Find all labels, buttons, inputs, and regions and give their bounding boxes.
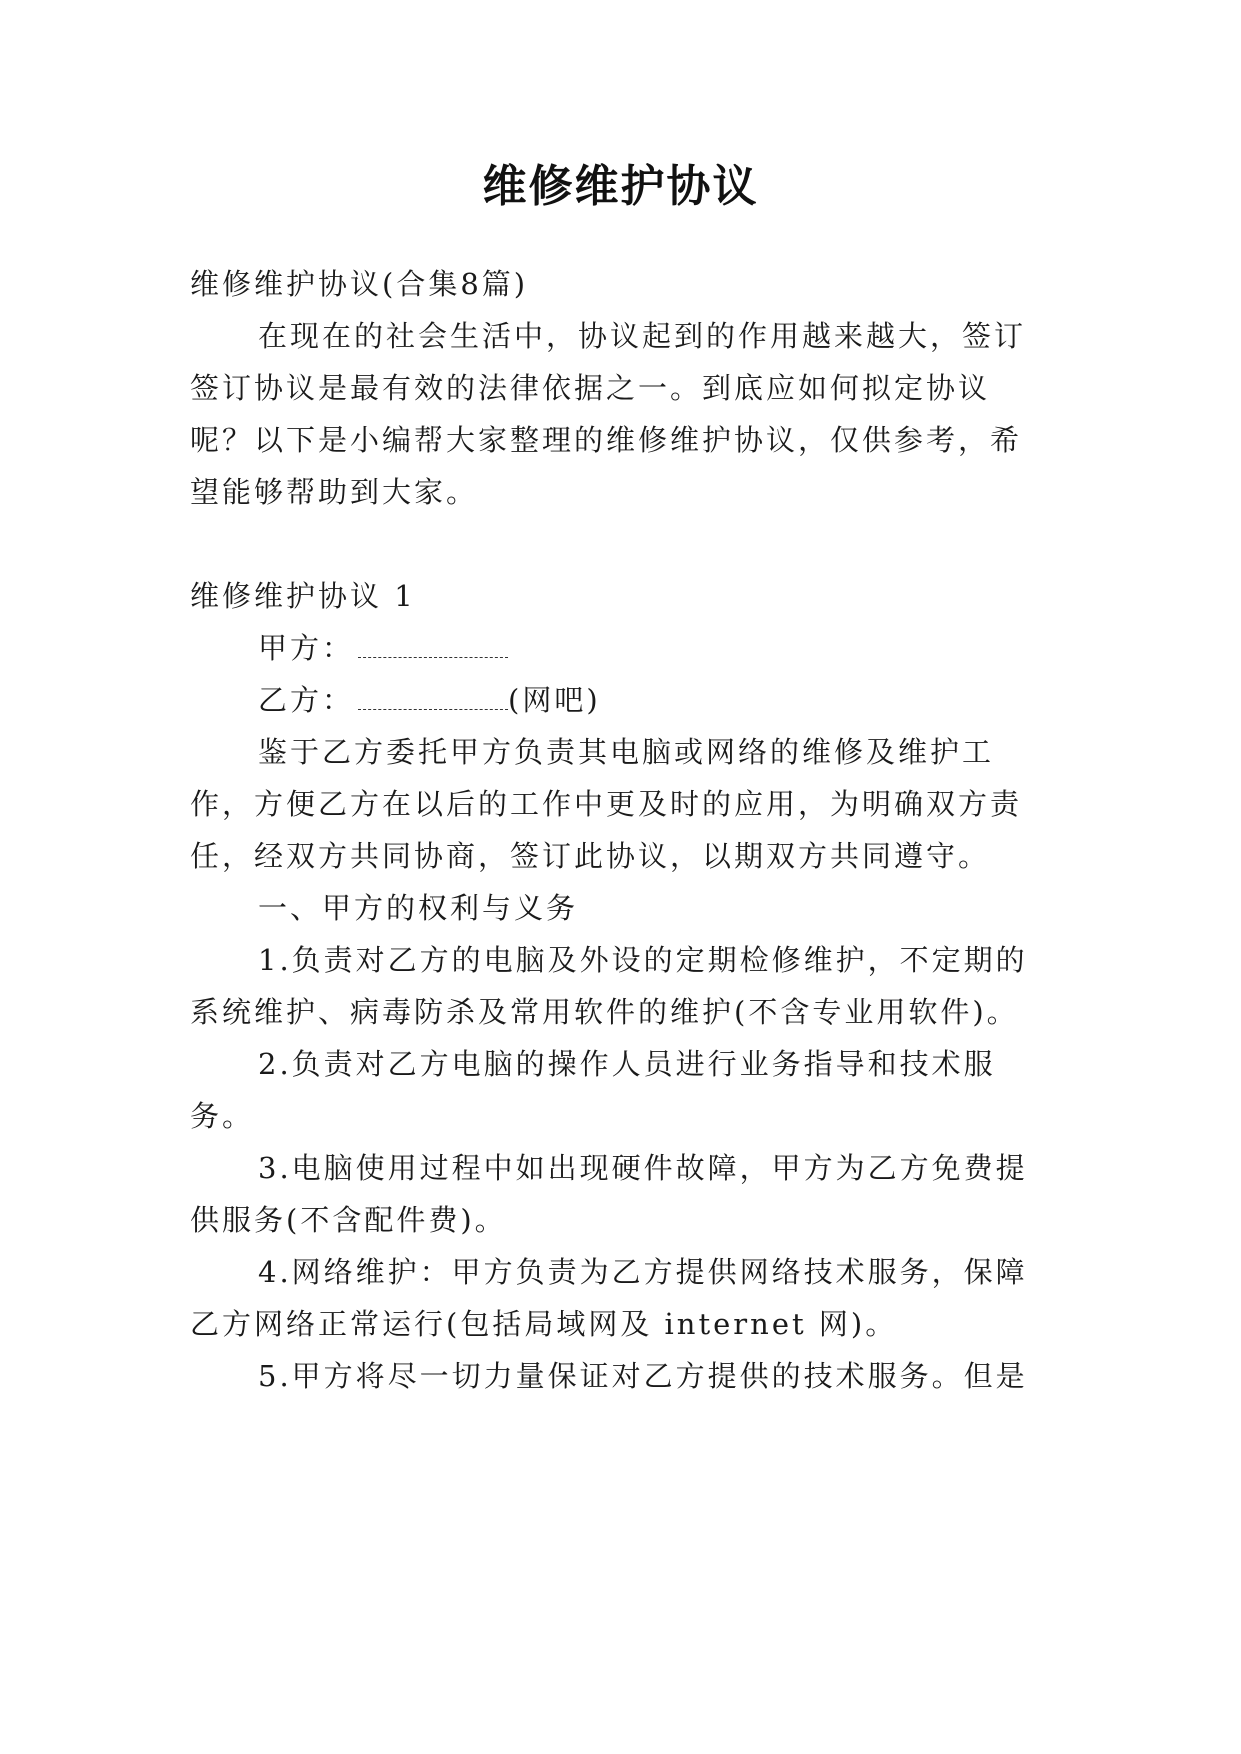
party-a-label: 甲方： xyxy=(258,631,355,665)
document-subtitle: 维修维护协议(合集8篇) xyxy=(190,267,529,301)
party-b-line xyxy=(258,680,1060,720)
preamble-line: 任，经双方共同协商，签订此协议，以期双方共同遵守。 xyxy=(190,839,991,873)
clause-item-line: 乙方网络正常运行(包括局域网及 internet 网)。 xyxy=(190,1307,898,1341)
document-title: 维修维护协议 xyxy=(482,161,759,212)
clause-item-line: 供服务(不含配件费)。 xyxy=(190,1203,507,1237)
clause-item-line: 1.负责对乙方的电脑及外设的定期检修维护，不定期的 xyxy=(258,943,1028,977)
party-a-blank xyxy=(358,629,508,658)
clause-item-line: 4.网络维护：甲方负责为乙方提供网络技术服务，保障 xyxy=(258,1255,1028,1289)
clause-item-line: 2.负责对乙方电脑的操作人员进行业务指导和技术服 xyxy=(258,1047,996,1081)
clause-item-line: 系统维护、病毒防杀及常用软件的维护(不含专业用软件)。 xyxy=(190,995,1019,1029)
party-b-blank xyxy=(358,681,508,710)
intro-line: 望能够帮助到大家。 xyxy=(190,475,479,509)
party-a-line xyxy=(258,628,1060,668)
clause-item-line: 5.甲方将尽一切力量保证对乙方提供的技术服务。但是 xyxy=(258,1359,1028,1393)
preamble-line: 作，方便乙方在以后的工作中更及时的应用，为明确双方责 xyxy=(190,787,1023,821)
preamble-line: 鉴于乙方委托甲方负责其电脑或网络的维修及维护工 xyxy=(258,735,995,769)
intro-line: 呢？以下是小编帮大家整理的维修维护协议，仅供参考，希 xyxy=(190,423,1023,457)
intro-line: 在现在的社会生活中，协议起到的作用越来越大，签订 xyxy=(258,319,1027,353)
clause-heading: 一、甲方的权利与义务 xyxy=(258,891,579,925)
section-heading: 维修维护协议 1 xyxy=(190,579,416,613)
party-b-suffix: (网吧) xyxy=(508,683,601,717)
clause-item-line: 3.电脑使用过程中如出现硬件故障，甲方为乙方免费提 xyxy=(258,1151,1028,1185)
intro-line: 签订协议是最有效的法律依据之一。到底应如何拟定协议 xyxy=(190,371,991,405)
clause-item-line: 务。 xyxy=(190,1099,255,1133)
party-b-label: 乙方： xyxy=(258,683,355,717)
